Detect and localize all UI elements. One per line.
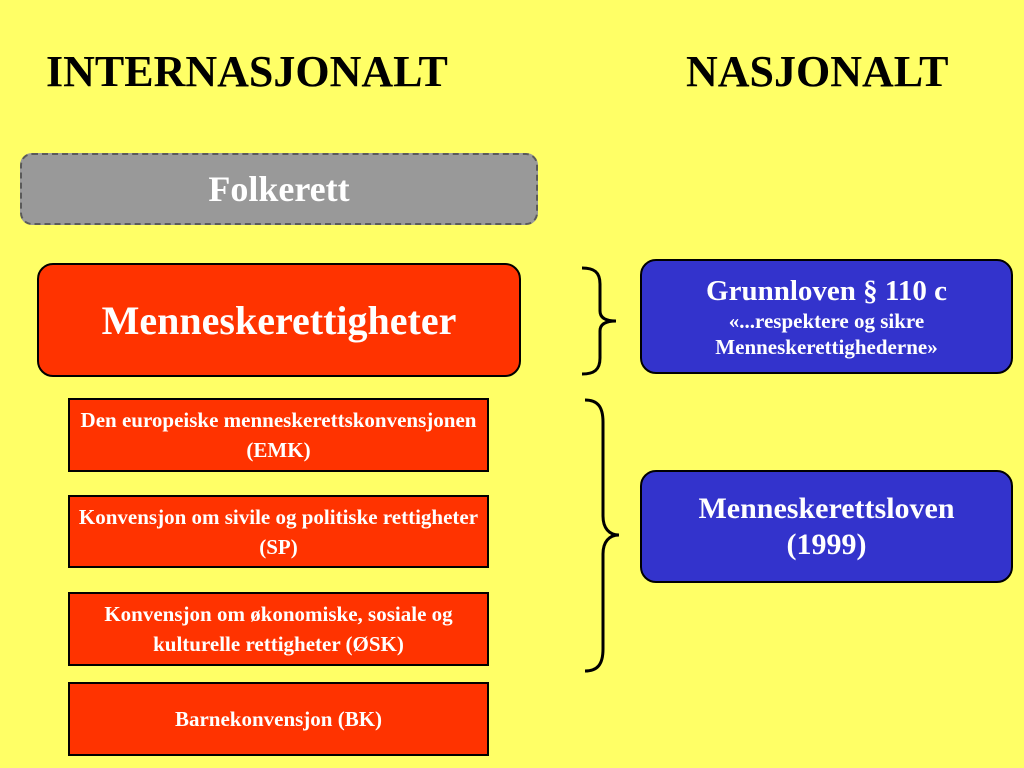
grunnloven-quote-line1: «...respektere og sikre [728, 308, 925, 333]
convention-bk-box [68, 682, 489, 756]
brace-bottom-icon [583, 398, 623, 673]
convention-osk-label: Konvensjon om økonomiske, sosiale og kulturelle rettigheter (ØSK) [104, 602, 453, 656]
menneskerettsloven-line1: Menneskerettsloven [698, 491, 955, 525]
grunnloven-title: Grunnloven § 110 c [706, 274, 947, 307]
heading-national: NASJONALT [686, 47, 949, 96]
convention-emk-box [68, 398, 489, 472]
convention-osk-box [68, 592, 489, 666]
grunnloven-box [640, 259, 1013, 374]
menneskerettigheter-label: Menneskerettigheter [101, 297, 457, 343]
convention-emk-label: Den europeiske menneskerettskonvensjonen (EMK) [80, 408, 477, 462]
convention-sp-box [68, 495, 489, 568]
menneskerettsloven-box [640, 470, 1013, 583]
convention-sp-label: Konvensjon om sivile og politiske rettigheter (SP) [78, 504, 479, 559]
menneskerettigheter-box [37, 263, 521, 377]
grunnloven-quote-line2: Menneskerettighederne» [715, 334, 938, 359]
menneskerettsloven-line2: (1999) [786, 527, 867, 561]
heading-international: INTERNASJONALT [46, 47, 448, 96]
brace-top-icon [580, 266, 620, 376]
folkerett-label: Folkerett [208, 169, 350, 209]
folkerett-box [20, 153, 538, 225]
convention-bk-label: Barnekonvensjon (BK) [174, 707, 383, 731]
